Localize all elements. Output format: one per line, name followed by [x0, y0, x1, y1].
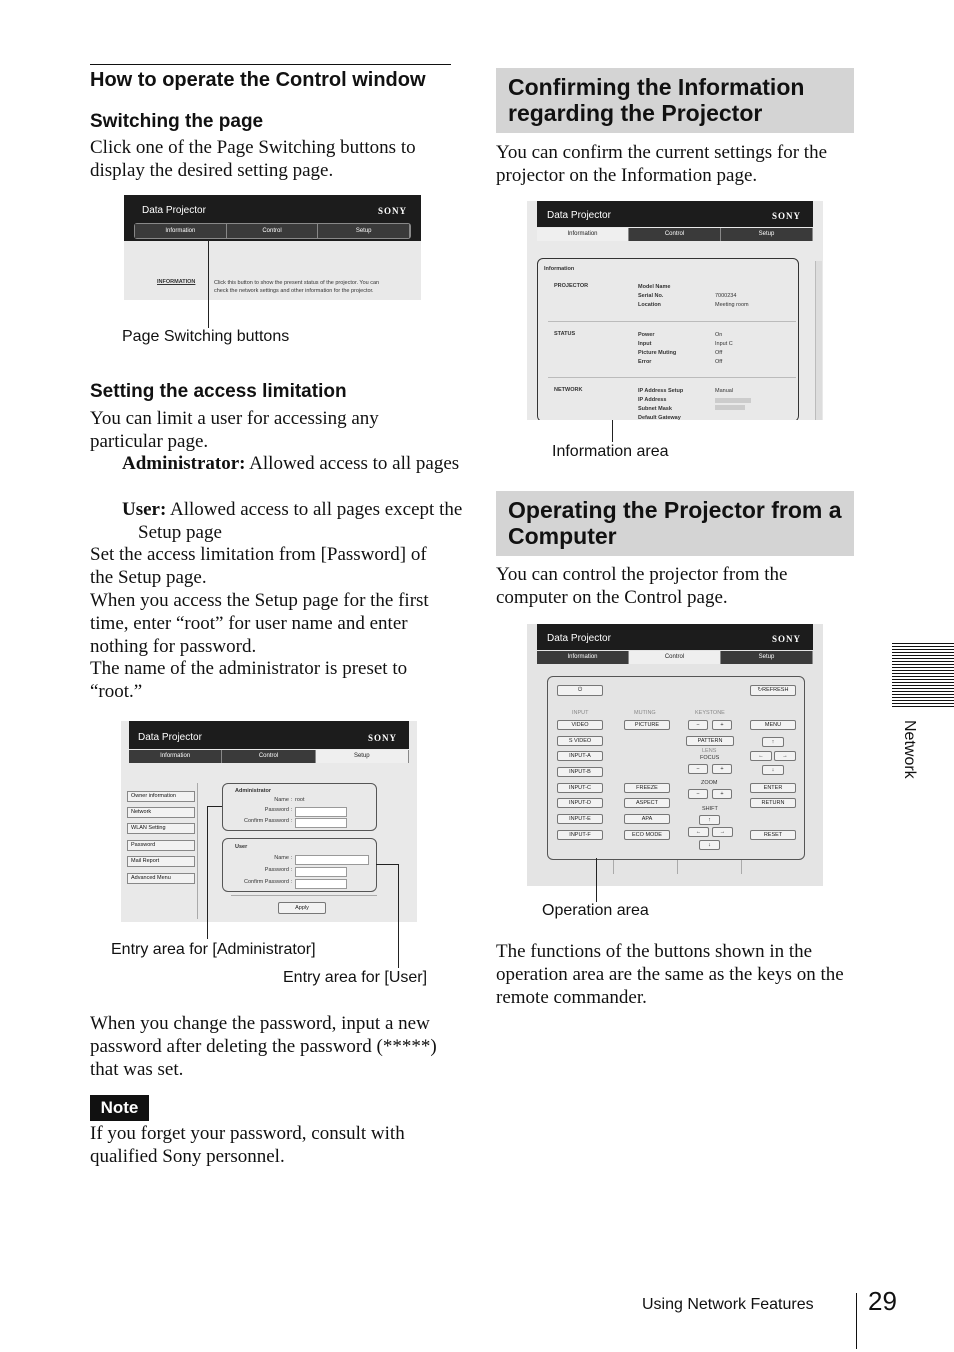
page-number: 29: [868, 1286, 897, 1316]
tab-control[interactable]: Control: [227, 224, 319, 238]
scrollbar[interactable]: [815, 261, 822, 420]
user-term: User:: [122, 499, 167, 520]
switching-page-title: Switching the page: [90, 111, 264, 132]
info-value: Input C: [715, 341, 733, 347]
admin-name-label: Name :: [274, 797, 292, 803]
input-f-button[interactable]: INPUT-F: [557, 830, 603, 840]
info-value: Off: [715, 350, 723, 356]
confirming-section-title: Confirming the Information regarding the Projector: [508, 74, 805, 126]
info-key: IP Address Setup: [638, 388, 684, 394]
admin-password-field[interactable]: [295, 807, 347, 817]
tab-control[interactable]: Control: [629, 651, 721, 664]
confirming-text: You can confirm the current settings for the projector on the Information page.: [496, 142, 828, 186]
information-area: [537, 258, 799, 420]
keystone-group-label: KEYSTONE: [695, 710, 725, 716]
return-button[interactable]: RETURN: [750, 798, 796, 808]
callout-line-admin: [207, 806, 208, 939]
callout-line-user: [398, 864, 399, 968]
side-tab-label: Network: [901, 720, 918, 779]
footer-divider: [856, 1293, 857, 1349]
user-name-label: Name :: [274, 855, 292, 861]
control-window-heading: How to operate the Control window: [90, 69, 426, 91]
menu-password[interactable]: Password: [127, 840, 195, 851]
projector-values: [715, 283, 749, 310]
status-values: [715, 331, 733, 367]
screenshot-header: [129, 721, 409, 749]
user-heading: User: [235, 844, 248, 850]
app-title: Data Projector: [547, 633, 611, 644]
user-name-field[interactable]: [295, 855, 369, 865]
arrow-down-button[interactable]: ↓: [762, 765, 784, 775]
power-button[interactable]: ⏻: [557, 685, 603, 696]
information-area-label: Information: [544, 266, 575, 272]
access-p3: When you access the Setup page for the first time, enter “root” for user name and enter nothing for password.: [90, 590, 429, 657]
confirming-section-header: [496, 68, 854, 133]
focus-minus-button[interactable]: −: [688, 764, 708, 774]
zoom-minus-button[interactable]: −: [688, 789, 708, 799]
sony-logo: SONY: [377, 206, 407, 216]
apa-button[interactable]: APA: [624, 814, 670, 824]
lens-label: LENS: [702, 748, 717, 754]
menu-network[interactable]: Network: [127, 807, 195, 818]
input-group-label: INPUT: [572, 710, 589, 716]
footer-section-name: Using Network Features: [642, 1296, 814, 1313]
info-key: Default Gateway: [638, 415, 681, 420]
tab-setup[interactable]: Setup: [721, 651, 813, 664]
password-setup-screenshot: [121, 721, 417, 922]
enter-button[interactable]: ENTER: [750, 783, 796, 793]
access-limitation-title: Setting the access limitation: [90, 381, 347, 402]
tab-control[interactable]: Control: [629, 228, 721, 241]
eco-mode-button[interactable]: ECO MODE: [624, 830, 670, 840]
admin-definition: [122, 452, 468, 475]
user-entry-callout: Entry area for [User]: [283, 969, 428, 986]
note-text: If you forget your password, consult with qualified Sony personnel.: [90, 1123, 405, 1167]
info-key: Picture Muting: [638, 350, 677, 356]
note-label: Note: [90, 1095, 149, 1121]
info-value: 7000234: [715, 293, 737, 299]
info-value: Meeting room: [715, 302, 749, 308]
access-p1: You can limit a user for accessing any particular page.: [90, 408, 379, 452]
callout-line: [208, 240, 209, 328]
app-title: Data Projector: [142, 205, 206, 216]
muting-group-label: MUTING: [634, 710, 656, 716]
user-definition: [122, 498, 468, 544]
input-b-button[interactable]: INPUT-B: [557, 767, 603, 777]
shift-up-button[interactable]: ↑: [699, 815, 720, 825]
freeze-button[interactable]: FREEZE: [624, 783, 670, 793]
admin-confirm-label: Confirm Password :: [244, 818, 292, 824]
information-link[interactable]: INFORMATION: [157, 279, 196, 285]
admin-confirm-field[interactable]: [295, 818, 347, 828]
tab-information[interactable]: Information: [129, 750, 222, 763]
screenshot-header: [124, 195, 421, 241]
sony-logo: SONY: [771, 634, 801, 644]
network-label: NETWORK: [554, 387, 583, 393]
shift-left-button[interactable]: ←: [688, 827, 709, 837]
tab-setup[interactable]: Setup: [318, 224, 410, 238]
keystone-plus-button[interactable]: +: [712, 720, 732, 730]
zoom-label: ZOOM: [701, 780, 718, 786]
admin-entry-area: [222, 783, 377, 831]
operating-section-title: Operating the Projector from a Computer: [508, 497, 842, 549]
shift-down-button[interactable]: ↓: [699, 840, 720, 850]
info-value: On: [715, 332, 723, 338]
input-video-button[interactable]: VIDEO: [557, 720, 603, 730]
input-svideo-button[interactable]: S VIDEO: [557, 736, 603, 746]
app-title: Data Projector: [138, 732, 202, 743]
menu-advanced-menu[interactable]: Advanced Menu: [127, 873, 195, 884]
info-value: Off: [715, 359, 723, 365]
info-key: Power: [638, 332, 655, 338]
callout-line: [612, 420, 613, 442]
user-confirm-field[interactable]: [295, 879, 347, 889]
info-key: Input: [638, 341, 652, 347]
user-confirm-label: Confirm Password :: [244, 879, 292, 885]
screenshot-header: [537, 624, 813, 650]
operation-area-callout: Operation area: [542, 902, 649, 919]
control-screenshot: [527, 624, 823, 886]
info-key: Location: [638, 302, 661, 308]
keystone-minus-button[interactable]: −: [688, 720, 708, 730]
menu-owner-information[interactable]: Owner information: [127, 791, 195, 802]
info-key: Serial No.: [638, 293, 664, 299]
admin-text: Allowed access to all pages: [245, 453, 460, 474]
input-e-button[interactable]: INPUT-E: [557, 814, 603, 824]
page-switching-screenshot: [124, 195, 421, 300]
user-entry-area: [222, 838, 377, 892]
tab-setup[interactable]: Setup: [316, 750, 409, 763]
page-switching-callout: Page Switching buttons: [122, 328, 290, 345]
info-key: Error: [638, 359, 652, 365]
arrow-left-button[interactable]: ←: [750, 751, 772, 761]
input-c-button[interactable]: INPUT-C: [557, 783, 603, 793]
projector-keys: [638, 283, 670, 310]
shift-right-button[interactable]: →: [712, 827, 733, 837]
operating-section-header: [496, 491, 854, 556]
sony-logo: SONY: [367, 733, 397, 743]
arrow-up-button[interactable]: ↑: [762, 737, 784, 747]
input-d-button[interactable]: INPUT-D: [557, 798, 603, 808]
tab-information[interactable]: Information: [537, 651, 629, 664]
tab-information[interactable]: Information: [537, 228, 629, 241]
screenshot-header: [537, 201, 813, 227]
network-keys: [638, 387, 683, 420]
switching-page-text: Click one of the Page Switching buttons to display the desired setting page.: [90, 137, 416, 181]
info-key: Model Name: [638, 284, 671, 290]
zoom-plus-button[interactable]: +: [712, 789, 732, 799]
refresh-button[interactable]: ↻REFRESH: [750, 685, 796, 696]
side-tab-stripes: [892, 643, 954, 709]
info-key: Subnet Mask: [638, 406, 672, 412]
admin-name-value: root: [295, 797, 305, 803]
status-label: STATUS: [554, 331, 576, 337]
information-area-callout: Information area: [552, 443, 669, 460]
admin-heading: Administrator: [235, 788, 272, 794]
access-p4: The name of the administrator is preset to “root.”: [90, 658, 408, 702]
network-values: [715, 387, 751, 412]
information-description: Click this button to show the present status of the projector. You can check the network settings and other information for the projector.: [214, 280, 380, 294]
info-key: IP Address: [638, 397, 667, 403]
admin-password-label: Password :: [264, 807, 292, 813]
callout-tick-user: [376, 864, 398, 865]
sony-logo: SONY: [771, 211, 801, 221]
blurred-value: [715, 398, 751, 403]
info-value: [715, 283, 749, 292]
picture-muting-button[interactable]: PICTURE: [624, 720, 670, 730]
information-screenshot: [527, 201, 823, 420]
user-password-label: Password :: [264, 867, 292, 873]
user-text: Allowed access to all pages except the Setup page: [138, 499, 463, 543]
input-a-button[interactable]: INPUT-A: [557, 751, 603, 761]
focus-plus-button[interactable]: +: [712, 764, 732, 774]
info-value: Manual: [715, 388, 734, 394]
aspect-button[interactable]: ASPECT: [624, 798, 670, 808]
user-password-field[interactable]: [295, 867, 347, 877]
admin-entry-callout: Entry area for [Administrator]: [111, 941, 316, 958]
access-p2: Set the access limitation from [Password] of the Setup page.: [90, 544, 427, 588]
menu-button[interactable]: MENU: [750, 720, 796, 730]
callout-tick-admin: [207, 806, 222, 807]
tab-setup[interactable]: Setup: [721, 228, 813, 241]
focus-label: FOCUS: [700, 755, 720, 761]
callout-line: [596, 858, 597, 902]
status-keys: [638, 331, 676, 367]
operating-text: You can control the projector from the computer on the Control page.: [496, 564, 788, 608]
projector-label: PROJECTOR: [554, 283, 589, 289]
password-change-text: When you change the password, input a new password after deleting the password (*****) that was set.: [90, 1013, 437, 1080]
tab-control[interactable]: Control: [222, 750, 315, 763]
heading-rule: [90, 64, 451, 65]
menu-wlan-setting[interactable]: WLAN Setting: [127, 823, 195, 834]
blurred-value: [715, 405, 745, 410]
operation-area: [547, 676, 805, 860]
apply-button[interactable]: Apply: [278, 902, 326, 914]
arrow-right-button[interactable]: →: [774, 751, 796, 761]
operating-after-text: The functions of the buttons shown in the operation area are the same as the keys on the remote commander.: [496, 941, 844, 1008]
menu-mail-report[interactable]: Mail Report: [127, 856, 195, 867]
admin-term: Administrator:: [122, 453, 246, 474]
pattern-button[interactable]: PATTERN: [686, 736, 734, 746]
tab-information[interactable]: Information: [135, 224, 227, 238]
reset-button[interactable]: RESET: [750, 830, 796, 840]
app-title: Data Projector: [547, 210, 611, 221]
shift-label: SHIFT: [702, 806, 718, 812]
